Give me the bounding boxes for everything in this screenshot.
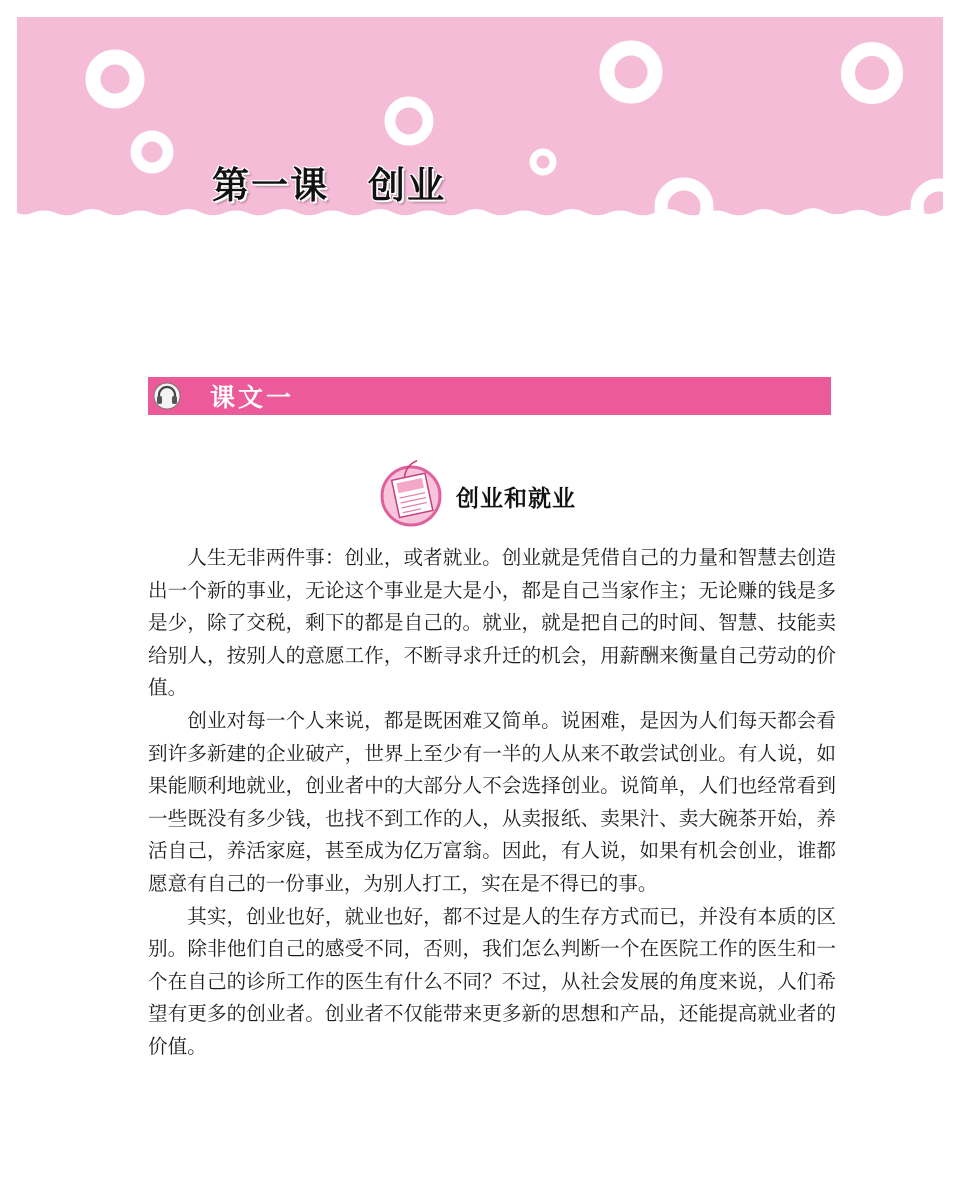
- paragraph: 其实，创业也好，就业也好，都不过是人的生存方式而已，并没有本质的区别。除非他们自己的感受不同，否则，我们怎么判断一个在医院工作的医生和一个在自己的诊所工作的医生有什么不同？不过，从社会发展的角度来说，人们希望有更多的创业者。创业者不仅能带来更多新的思想和产品，还能提高就业者的价值。: [148, 904, 836, 1058]
- headphone-icon: [152, 381, 182, 411]
- chapter-banner: [17, 17, 943, 232]
- lesson-header-bar: [148, 377, 831, 415]
- paragraph: 人生无非两件事：创业，或者就业。创业就是凭借自己的力量和智慧去创造出一个新的事业，无论这个事业是大是小，都是自己当家作主；无论赚的钱是多是少，除了交税，剩下的都是自己的。就业，就是把自己的时间、智慧、技能卖给别人，按别人的意愿工作，不断寻求升迁的机会，用薪酬来衡量自己劳动的价值。: [148, 546, 836, 700]
- chapter-title: 第一课 创业: [212, 164, 446, 207]
- lesson-text: [148, 542, 836, 1064]
- section-heading: [378, 458, 638, 528]
- paragraph: 创业对每一个人来说，都是既困难又简单。说困难，是因为人们每天都会看到许多新建的企业破产，世界上至少有一半的人从来不敢尝试创业。有人说，如果能顺利地就业，创业者中的大部分人不会选择创业。说简单，人们也经常看到一些既没有多少钱，也找不到工作的人，从卖报纸、卖果汁、卖大碗茶开始，养活自己，养活家庭，甚至成为亿万富翁。因此，有人说，如果有机会创业，谁都愿意有自己的一份事业，为别人打工，实在是不得已的事。: [148, 708, 836, 895]
- banner-decoration: [17, 17, 943, 232]
- lesson-label: 课文一: [210, 383, 295, 412]
- notebook-icon: [378, 458, 448, 528]
- section-title: 创业和就业: [456, 486, 576, 512]
